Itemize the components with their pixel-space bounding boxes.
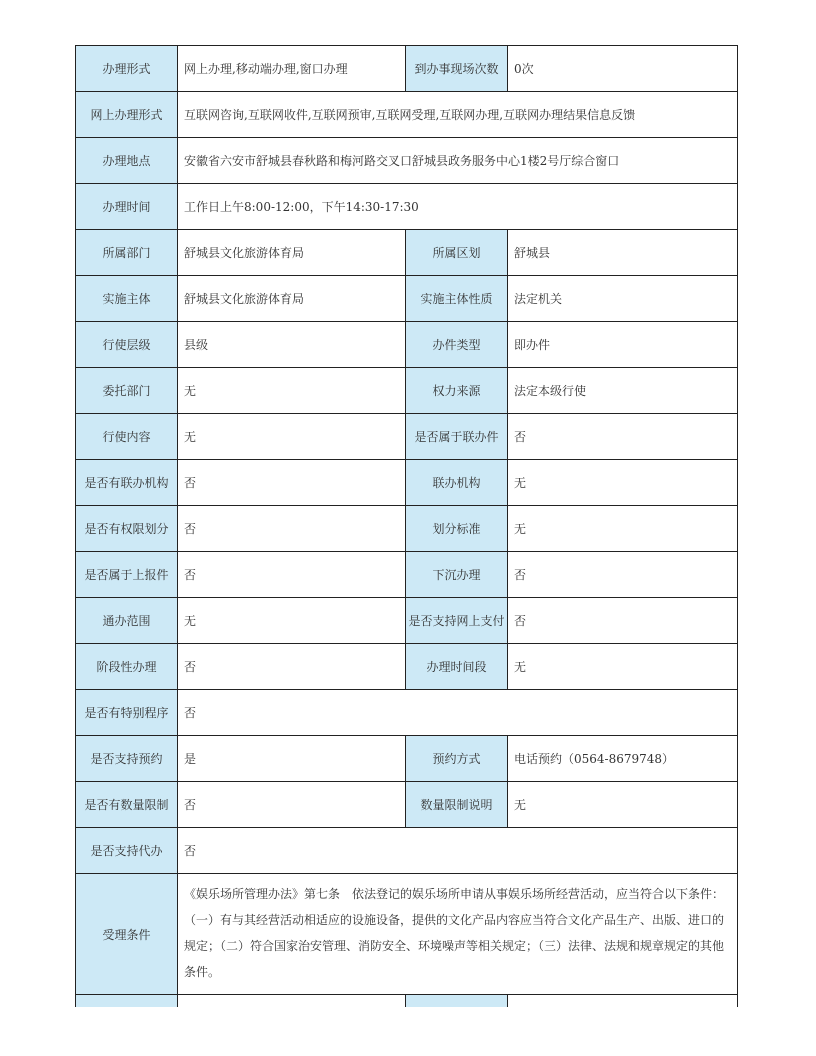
field-label: 行使内容 (76, 414, 178, 460)
field-label: 委托部门 (76, 368, 178, 414)
table-row (76, 368, 738, 414)
field-value: 工作日上午8:00-12:00，下午14:30-17:30 (178, 184, 738, 230)
acceptance-conditions-text: 《娱乐场所管理办法》第七条 依法登记的娱乐场所申请从事娱乐场所经营活动，应当符合以下条件：（一）有与其经营活动相适应的设施设备，提供的文化产品内容应当符合文化产品生产、出版、进口的规定；（二）符合国家治安管理、消防安全、环境噪声等相关规定；（三）法律、法规和规章规定的其他条件。 (178, 874, 738, 995)
field-label: 实施主体 (76, 276, 178, 322)
field-label: 下沉办理 (406, 552, 508, 598)
field-label: 通办范围 (76, 598, 178, 644)
field-value: 否 (178, 644, 406, 690)
field-value: 电话预约（0564-8679748） (508, 736, 738, 782)
field-value: 无 (508, 644, 738, 690)
field-value: 否 (508, 598, 738, 644)
field-value: 否 (178, 506, 406, 552)
table-row-partial (76, 995, 738, 1008)
field-value: 否 (178, 690, 738, 736)
field-label: 行使层级 (76, 322, 178, 368)
field-value: 0次 (508, 46, 738, 92)
field-value: 法定本级行使 (508, 368, 738, 414)
field-label: 阶段性办理 (76, 644, 178, 690)
field-label: 是否属于联办件 (406, 414, 508, 460)
field-label: 所属区划 (406, 230, 508, 276)
field-label: 是否属于上报件 (76, 552, 178, 598)
table-row-acceptance-conditions (76, 874, 738, 995)
field-label-empty (76, 995, 178, 1008)
field-label: 网上办理形式 (76, 92, 178, 138)
field-value: 法定机关 (508, 276, 738, 322)
field-value: 舒城县文化旅游体育局 (178, 276, 406, 322)
field-label: 受理条件 (76, 874, 178, 995)
field-value: 否 (508, 552, 738, 598)
table-row (76, 414, 738, 460)
field-label-empty (406, 995, 508, 1008)
table-row (76, 460, 738, 506)
field-value: 否 (508, 414, 738, 460)
table-row (76, 506, 738, 552)
table-row (76, 736, 738, 782)
field-label: 所属部门 (76, 230, 178, 276)
table-row (76, 92, 738, 138)
field-label: 是否有数量限制 (76, 782, 178, 828)
field-label: 办件类型 (406, 322, 508, 368)
service-info-table (75, 45, 737, 1007)
field-value-empty (508, 995, 738, 1008)
table-row (76, 276, 738, 322)
field-label: 办理时间段 (406, 644, 508, 690)
field-value: 网上办理,移动端办理,窗口办理 (178, 46, 406, 92)
field-value: 舒城县文化旅游体育局 (178, 230, 406, 276)
field-value: 安徽省六安市舒城县春秋路和梅河路交叉口舒城县政务服务中心1楼2号厅综合窗口 (178, 138, 738, 184)
field-value: 否 (178, 782, 406, 828)
field-label: 权力来源 (406, 368, 508, 414)
field-label: 到办事现场次数 (406, 46, 508, 92)
field-label: 是否支持网上支付 (406, 598, 508, 644)
field-value: 无 (508, 782, 738, 828)
table-row (76, 782, 738, 828)
field-value: 无 (178, 598, 406, 644)
field-label: 划分标准 (406, 506, 508, 552)
field-value: 否 (178, 828, 738, 874)
field-label: 办理地点 (76, 138, 178, 184)
field-value-empty (178, 995, 406, 1008)
field-label: 是否有特别程序 (76, 690, 178, 736)
field-value: 无 (178, 368, 406, 414)
field-label: 办理时间 (76, 184, 178, 230)
field-value: 即办件 (508, 322, 738, 368)
table-row (76, 828, 738, 874)
table-row (76, 552, 738, 598)
field-value: 否 (178, 460, 406, 506)
table-row (76, 230, 738, 276)
field-label: 是否支持预约 (76, 736, 178, 782)
field-value: 无 (178, 414, 406, 460)
field-label: 数量限制说明 (406, 782, 508, 828)
table-row (76, 46, 738, 92)
table-row (76, 644, 738, 690)
field-value: 互联网咨询,互联网收件,互联网预审,互联网受理,互联网办理,互联网办理结果信息反馈 (178, 92, 738, 138)
field-label: 是否支持代办 (76, 828, 178, 874)
table-row (76, 598, 738, 644)
field-label: 是否有联办机构 (76, 460, 178, 506)
field-label: 预约方式 (406, 736, 508, 782)
field-label: 办理形式 (76, 46, 178, 92)
field-label: 实施主体性质 (406, 276, 508, 322)
table-row (76, 184, 738, 230)
field-label: 联办机构 (406, 460, 508, 506)
field-value: 无 (508, 506, 738, 552)
field-value: 无 (508, 460, 738, 506)
field-value: 舒城县 (508, 230, 738, 276)
table-row (76, 322, 738, 368)
field-value: 是 (178, 736, 406, 782)
field-value: 否 (178, 552, 406, 598)
field-value: 县级 (178, 322, 406, 368)
table-row (76, 690, 738, 736)
field-label: 是否有权限划分 (76, 506, 178, 552)
table-row (76, 138, 738, 184)
